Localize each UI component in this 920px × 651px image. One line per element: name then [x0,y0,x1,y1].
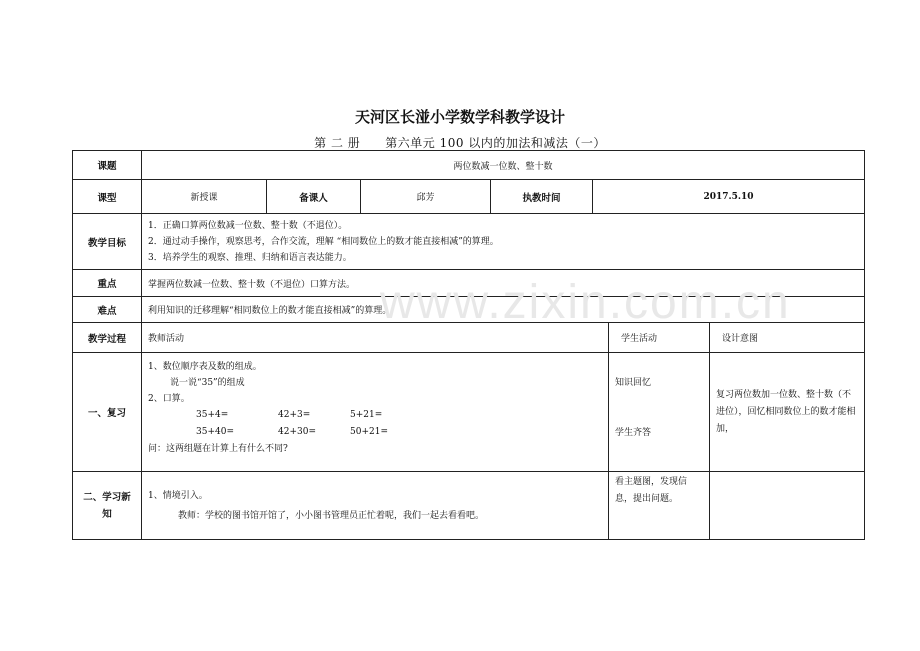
review-student-line: 知识回忆 [615,378,652,388]
type-value: 新授课 [142,180,267,214]
lesson-plan-table [72,150,865,540]
teacher-activity-header: 教师活动 [142,323,609,353]
equation: 5+21= [350,410,383,420]
watermark: www.zixin.com.cn [380,276,791,329]
review-question: 问：这两组题在计算上有什么不同? [148,444,288,454]
review-label: 一、复习 [73,353,142,472]
review-line: 1、数位顺序表及数的组成。 [148,362,262,372]
difficulty-label: 难点 [73,297,142,323]
equation: 42+3= [278,410,311,420]
type-row [73,180,865,214]
preparer-label: 备课人 [267,180,361,214]
learn-student-activity: 看主题图，发现信息，提出问题。 [609,472,710,540]
learn-line: 1、情境引入。 [148,490,208,501]
document-subtitle: 第 二 册 第六单元 100 以内的加法和减法（一） [314,136,606,150]
document-title: 天河区长湴小学数学科教学设计 [354,108,565,126]
key-value: 掌握两位数减一位数、整十数（不退位）口算方法。 [142,270,865,297]
key-row [73,270,865,297]
equation: 35+40= [196,427,234,437]
review-design-intent: 复习两位数加一位数、整十数（不进位），回忆相同数位上的数才能相加， [710,353,865,472]
review-line: 说一说“35”的组成 [170,378,245,388]
review-row [73,353,865,472]
review-student-line: 学生齐答 [615,428,652,438]
oral-calc-row-1 [148,407,602,424]
goals-row [73,214,865,270]
review-line: 2、口算。 [148,394,190,404]
goals-label: 教学目标 [73,214,142,270]
goal-item: 2．通过动手操作，观察思考，合作交流，理解 “相同数位上的数才能直接相减”的算理。 [148,236,499,247]
review-student-activity [609,353,710,472]
learn-design-intent [710,472,865,540]
topic-value: 两位数减一位数、整十数 [142,151,865,180]
equation: 35+4= [196,410,229,420]
goals-list [142,214,865,270]
learn-line: 教师：学校的图书馆开馆了，小小图书管理员正忙着呢，我们一起去看看吧。 [178,510,485,521]
difficulty-value: 利用知识的迁移理解“相同数位上的数才能直接相减”的算理。 [142,297,865,323]
review-teacher-activity [142,353,609,472]
oral-calc-row-2 [148,424,602,441]
key-label: 重点 [73,270,142,297]
topic-row [73,151,865,180]
preparer-value: 邱芳 [361,180,491,214]
learn-teacher-activity [142,472,609,540]
design-intent-header: 设计意图 [710,323,865,353]
difficulty-row [73,297,865,323]
equation: 42+30= [278,427,316,437]
process-header-row [73,323,865,353]
goal-item: 3．培养学生的观察、推理、归纳和语言表达能力。 [148,252,352,263]
learn-row [73,472,865,540]
student-activity-header: 学生活动 [609,323,710,353]
topic-label: 课题 [73,151,142,180]
date-label: 执教时间 [491,180,593,214]
goal-item: 1．正确口算两位数减一位数、整十数（不退位）。 [148,220,348,231]
type-label: 课型 [73,180,142,214]
learn-label: 二、学习新知 [73,472,142,540]
equation: 50+21= [350,427,388,437]
date-value: 2017.5.10 [593,180,865,214]
process-label: 教学过程 [73,323,142,353]
